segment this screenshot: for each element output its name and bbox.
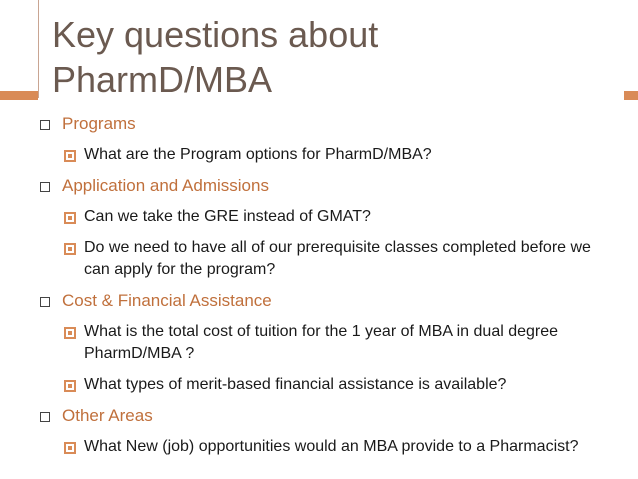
slide-title-line-1: Key questions about — [52, 14, 379, 55]
hollow-square-bullet-icon — [40, 297, 50, 307]
question-item — [0, 237, 638, 281]
section-heading-cost — [0, 290, 638, 312]
section-heading-label: Programs — [62, 114, 136, 133]
hollow-square-bullet-icon — [40, 182, 50, 192]
question-text: What is the total cost of tuition for the 1 year of MBA in dual degree PharmD/MBA ? — [84, 323, 559, 362]
hollow-square-bullet-icon — [40, 120, 50, 130]
question-text: Do we need to have all of our prerequisite classes completed before we can apply for the program? — [84, 239, 591, 278]
question-text: What are the Program options for PharmD/MBA? — [84, 146, 432, 163]
question-item — [0, 144, 638, 166]
question-item — [0, 206, 638, 228]
accent-bar-left — [0, 91, 38, 100]
slide-title-line-2: PharmD/MBA — [52, 59, 273, 100]
question-item — [0, 436, 638, 458]
square-bullet-icon — [64, 442, 76, 454]
square-bullet-icon — [64, 380, 76, 392]
question-text: Can we take the GRE instead of GMAT? — [84, 208, 371, 225]
question-text: What New (job) opportunities would an MBA provide to a Pharmacist? — [84, 438, 579, 455]
section-heading-label: Cost & Financial Assistance — [62, 291, 272, 310]
square-bullet-icon — [64, 243, 76, 255]
accent-bar-right — [624, 91, 638, 100]
square-bullet-icon — [64, 150, 76, 162]
question-item — [0, 321, 638, 365]
section-heading-programs — [0, 113, 638, 135]
title-divider-vertical — [38, 0, 39, 98]
hollow-square-bullet-icon — [40, 412, 50, 422]
square-bullet-icon — [64, 212, 76, 224]
section-heading-application — [0, 175, 638, 197]
slide-body — [0, 113, 638, 467]
slide-title — [52, 12, 378, 102]
question-text: What types of merit-based financial assistance is available? — [84, 376, 507, 393]
square-bullet-icon — [64, 327, 76, 339]
question-item — [0, 374, 638, 396]
section-heading-label: Application and Admissions — [62, 176, 269, 195]
section-heading-label: Other Areas — [62, 406, 153, 425]
section-heading-other — [0, 405, 638, 427]
